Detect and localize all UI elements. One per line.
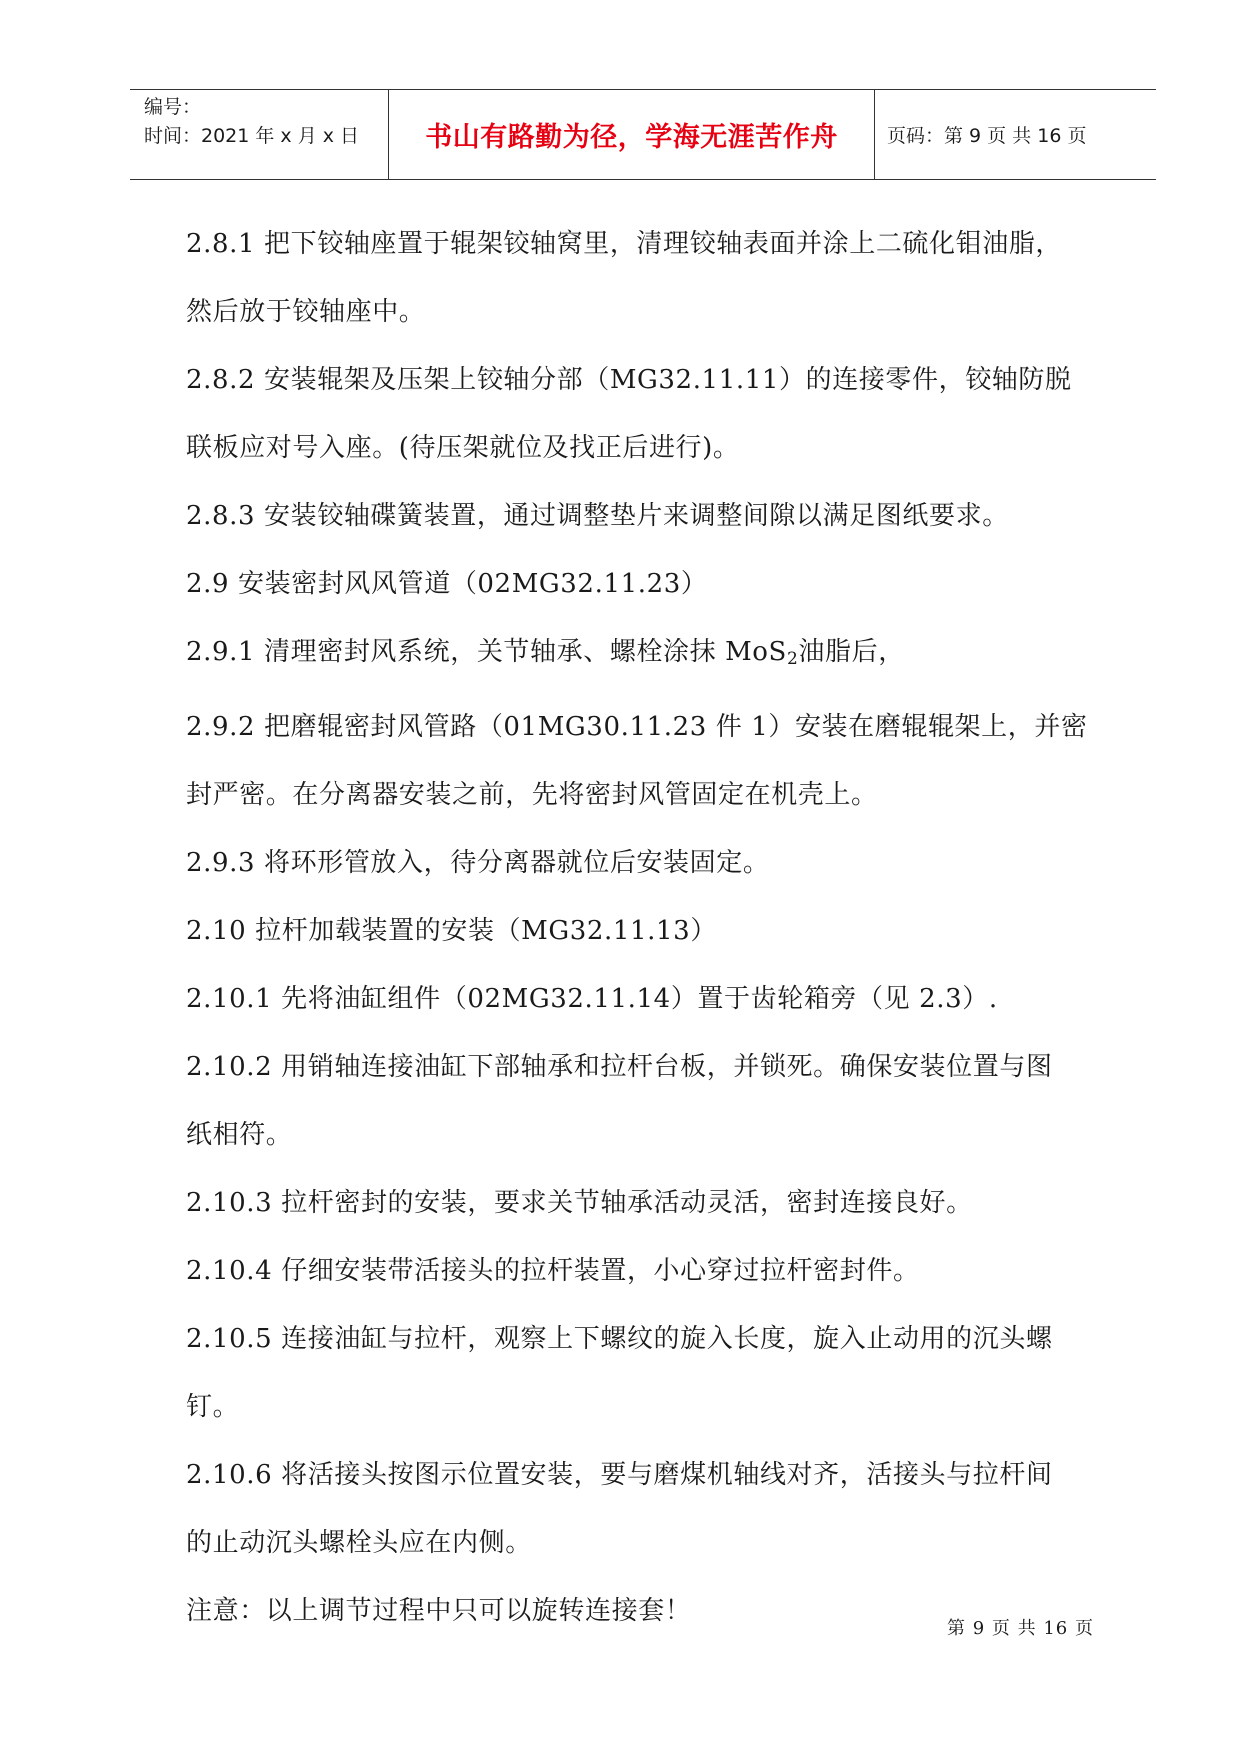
paragraph-2-10-4: 2.10.4 仔细安装带活接头的拉杆装置，小心穿过拉杆密封件。	[186, 1256, 920, 1286]
paragraph-2-10-1: 2.10.1 先将油缸组件（02MG32.11.14）置于齿轮箱旁（见 2.3）.	[186, 984, 998, 1014]
paragraph-2-8-1-line1: 2.8.1 把下铰轴座置于辊架铰轴窝里，清理铰轴表面并涂上二硫化钼油脂，	[186, 229, 1063, 259]
header-meta	[130, 90, 389, 179]
page-header	[130, 89, 1156, 180]
header-page-info: 页码：第 9 页 共 16 页	[887, 125, 1087, 147]
paragraph-2-9: 2.9 安装密封风风管道（02MG32.11.23）	[186, 569, 708, 599]
paragraph-2-10-2-line1: 2.10.2 用销轴连接油缸下部轴承和拉杆台板，并锁死。确保安装位置与图	[186, 1052, 1053, 1082]
paragraph-2-8-2-line1: 2.8.2 安装辊架及压架上铰轴分部（MG32.11.11）的连接零件，铰轴防脱	[186, 365, 1072, 395]
paragraph-2-10-5-line1: 2.10.5 连接油缸与拉杆，观察上下螺纹的旋入长度，旋入止动用的沉头螺	[186, 1324, 1053, 1354]
document-body	[186, 212, 1126, 1647]
note-paragraph: 注意：以上调节过程中只可以旋转连接套！	[186, 1596, 692, 1626]
paragraph-2-10-6-line1: 2.10.6 将活接头按图示位置安装，要与磨煤机轴线对齐，活接头与拉杆间	[186, 1460, 1053, 1490]
paragraph-2-9-3: 2.9.3 将环形管放入，待分离器就位后安装固定。	[186, 848, 770, 878]
header-motto: 书山有路勤为径，学海无涯苦作舟	[389, 90, 875, 179]
paragraph-2-8-2-line2: 联板应对号入座。(待压架就位及找正后进行)。	[186, 433, 740, 463]
number-label: 编号：	[144, 96, 202, 118]
paragraph-2-8-3: 2.8.3 安装铰轴碟簧装置，通过调整垫片来调整间隙以满足图纸要求。	[186, 501, 1009, 531]
paragraph-2-10-3: 2.10.3 拉杆密封的安装，要求关节轴承活动灵活，密封连接良好。	[186, 1188, 973, 1218]
paragraph-2-10-6-line2: 的止动沉头螺栓头应在内侧。	[186, 1528, 532, 1558]
paragraph-2-9-2-line2: 封严密。在分离器安装之前，先将密封风管固定在机壳上。	[186, 780, 878, 810]
paragraph-2-10-5-line2: 钉。	[186, 1392, 240, 1422]
paragraph-2-9-1-tail: 油脂后，	[798, 637, 905, 667]
paragraph-2-9-1-text: 2.9.1 清理密封风系统，关节轴承、螺栓涂抹 MoS	[186, 637, 787, 667]
paragraph-2-9-2-line1: 2.9.2 把磨辊密封风管路（01MG30.11.23 件 1）安装在磨辊辊架上，并密	[186, 712, 1088, 742]
paragraph-2-9-1	[186, 620, 1126, 692]
paragraph-2-10: 2.10 拉杆加载装置的安装（MG32.11.13）	[186, 916, 717, 946]
page-footer: 第 9 页 共 16 页	[947, 1618, 1094, 1639]
paragraph-2-8-1-line2: 然后放于铰轴座中。	[186, 297, 426, 327]
time-label: 时间：2021 年 x 月 x 日	[144, 125, 360, 147]
paragraph-2-10-2-line2: 纸相符。	[186, 1120, 293, 1150]
subscript-2: 2	[786, 649, 799, 669]
